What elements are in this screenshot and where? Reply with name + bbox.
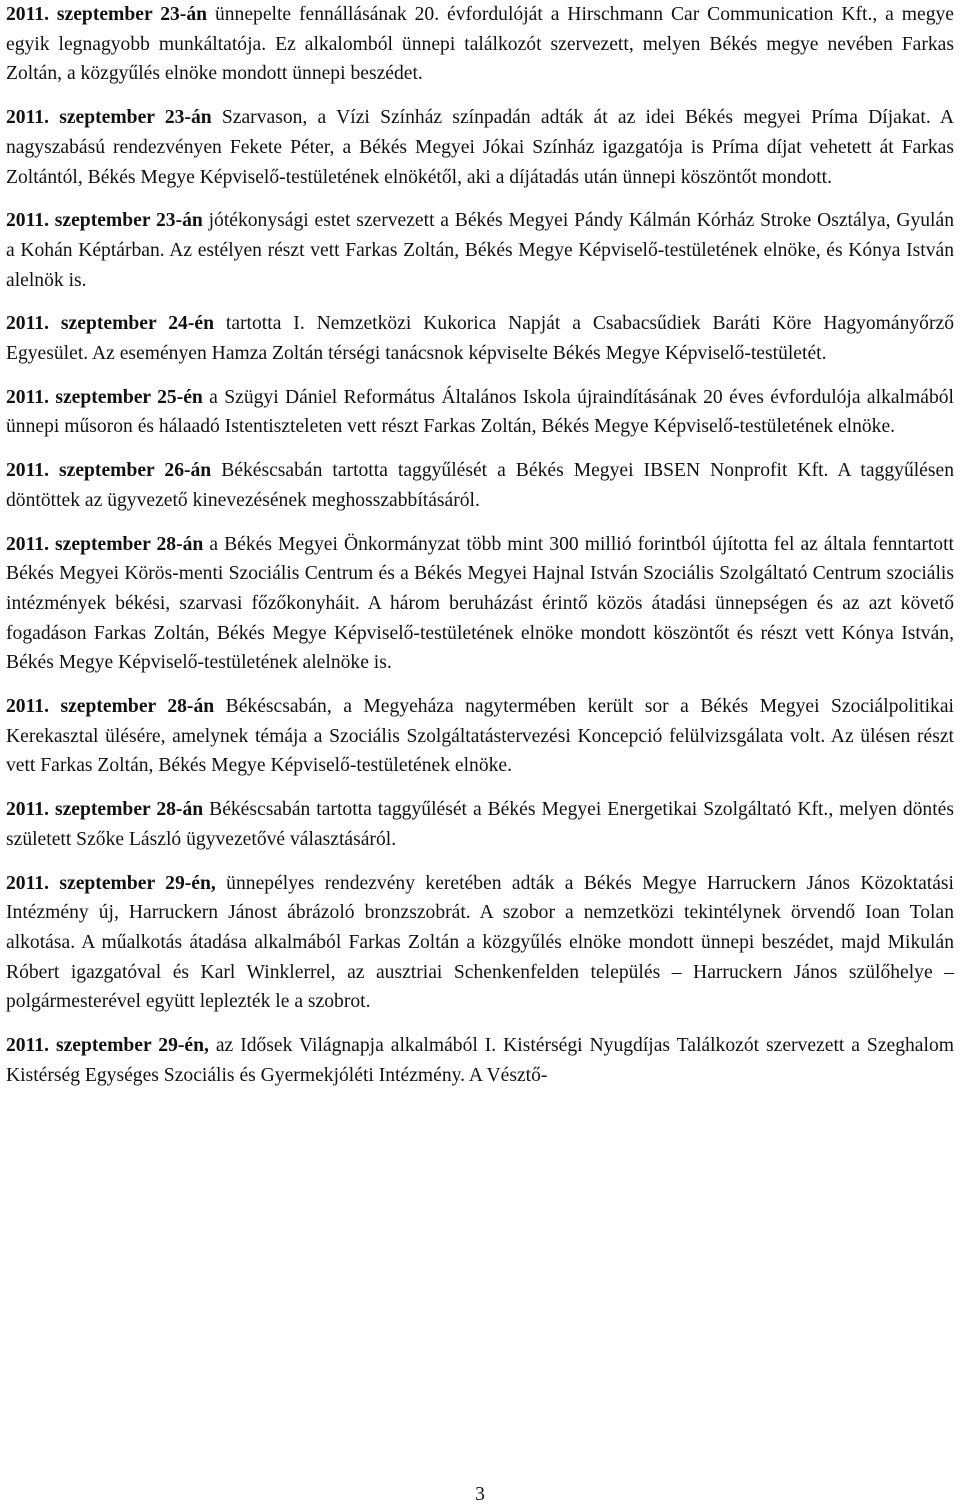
paragraph-text: ünnepelte fennállásának 20. évfordulóját a Hirschmann Car Communication Kft., a megye egyik legnagyobb munkáltatója. Ez alkalomból ünnepi találkozót szervezett, melyen Békés megye nevében Farkas Zoltán, a közgyűlés elnöke mondott ünnepi beszédet. bbox=[6, 4, 954, 85]
paragraph bbox=[6, 383, 954, 442]
paragraph-text: a Szügyi Dániel Református Általános Iskola újraindításának 20 éves évfordulója alkalmából ünnepi műsoron és hálaadó Istentiszteleten vett részt Farkas Zoltán, Békés Megye Képviselő-testületének elnöke. bbox=[6, 386, 954, 438]
paragraph-date: 2011. szeptember 24-én bbox=[6, 313, 214, 335]
paragraph-text: a Békés Megyei Önkormányzat több mint 300 millió forintból újította fel az általa fenntartott Békés Megyei Körös-menti Szociális Centrum és a Békés Megyei Hajnal István Szociális Szolgáltató Centrum szociális intézmények békési, szarvasi főzőkonyháit. A három beruházást érintő közös átadási ünnepségen és az azt követő fogadáson Farkas Zoltán, Békés Megye Képviselő-testületének elnöke mondott köszöntőt és részt vett Kónya István, Békés Megye Képviselő-testületének alelnöke is. bbox=[6, 533, 954, 674]
paragraph bbox=[6, 309, 954, 368]
paragraph bbox=[6, 103, 954, 192]
paragraph-date: 2011. szeptember 29-én, bbox=[6, 1035, 209, 1057]
paragraph-date: 2011. szeptember 23-án bbox=[6, 210, 203, 232]
paragraph-date: 2011. szeptember 25-én bbox=[6, 386, 203, 408]
paragraph bbox=[6, 795, 954, 854]
paragraph-date: 2011. szeptember 23-án bbox=[6, 4, 208, 25]
paragraph bbox=[6, 530, 954, 679]
paragraph-date: 2011. szeptember 28-án bbox=[6, 696, 215, 718]
paragraph bbox=[6, 869, 954, 1018]
paragraph bbox=[6, 0, 954, 89]
paragraph bbox=[6, 206, 954, 295]
paragraph-date: 2011. szeptember 23-án bbox=[6, 107, 212, 129]
paragraph-date: 2011. szeptember 28-án bbox=[6, 799, 204, 821]
paragraph-text: jótékonysági estet szervezett a Békés Megyei Pándy Kálmán Kórház Stroke Osztálya, Gyulán a Kohán Képtárban. Az estélyen részt vett Farkas Zoltán, Békés Megye Képviselő-testületének elnöke, és Kónya István alelnök is. bbox=[6, 210, 954, 291]
paragraph-text: Szarvason, a Vízi Színház színpadán adták át az idei Békés megyei Príma Díjakat. A nagyszabású rendezvényen Fekete Péter, a Békés Megyei Jókai Színház igazgatója is Príma díjat vehetett át Farkas Zoltántól, Békés Megye Képviselő-testületének elnökétől, aki a díjátadás után ünnepi köszöntőt mondott. bbox=[6, 107, 955, 188]
paragraph bbox=[6, 456, 954, 515]
page-number: 3 bbox=[475, 1484, 485, 1505]
paragraph-text: az Idősek Világnapja alkalmából I. Kistérségi Nyugdíjas Találkozót szervezett a Szeghalom Kistérség Egységes Szociális és Gyermekjóléti Intézmény. A Vésztő- bbox=[6, 1035, 954, 1086]
paragraph bbox=[6, 1031, 954, 1090]
paragraph-text: Békéscsabán tartotta taggyűlését a Békés Megyei IBSEN Nonprofit Kft. A taggyűlésen döntöttek az ügyvezető kinevezésének meghosszabbításáról. bbox=[6, 460, 954, 511]
paragraph-text: Békéscsabán, a Megyeháza nagytermében került sor a Békés Megyei Szociálpolitikai Kerekasztal ülésére, amelynek témája a Szociális Szolgáltatástervezési Koncepció felülvizsgálata volt. Az ülésen részt vett Farkas Zoltán, Békés Megye Képviselő-testületének elnöke. bbox=[6, 696, 954, 777]
paragraph-date: 2011. szeptember 28-án bbox=[6, 533, 204, 555]
paragraph-date: 2011. szeptember 29-én, bbox=[6, 872, 216, 894]
paragraph-text: tartotta I. Nemzetközi Kukorica Napját a Csabacsűdiek Baráti Köre Hagyományőrző Egyesület. Az eseményen Hamza Zoltán térségi tanácsnok képviselte Békés Megye Képviselő-testületét. bbox=[6, 313, 954, 365]
paragraph-date: 2011. szeptember 26-án bbox=[6, 460, 212, 482]
paragraph-text: ünnepélyes rendezvény keretében adták a Békés Megye Harruckern János Közoktatási Intézmény új, Harruckern Jánost ábrázoló bronzszobrát. A szobor a nemzetközi tekintélynek örvendő Ioan Tolan alkotása. A műalkotás átadása alkalmából Farkas Zoltán a közgyűlés elnöke mondott ünnepi beszédet, majd Mikulán Róbert igazgatóval és Karl Winklerrel, az ausztriai Schenkenfelden település – Harruckern János szülőhelye – polgármesterével együtt leplezték le a szobrot. bbox=[6, 872, 955, 1013]
paragraph bbox=[6, 692, 954, 781]
paragraph-text: Békéscsabán tartotta taggyűlését a Békés Megyei Energetikai Szolgáltató Kft., melyen döntés született Szőke László ügyvezetővé választásáról. bbox=[6, 799, 954, 850]
document-page bbox=[6, 0, 954, 1105]
